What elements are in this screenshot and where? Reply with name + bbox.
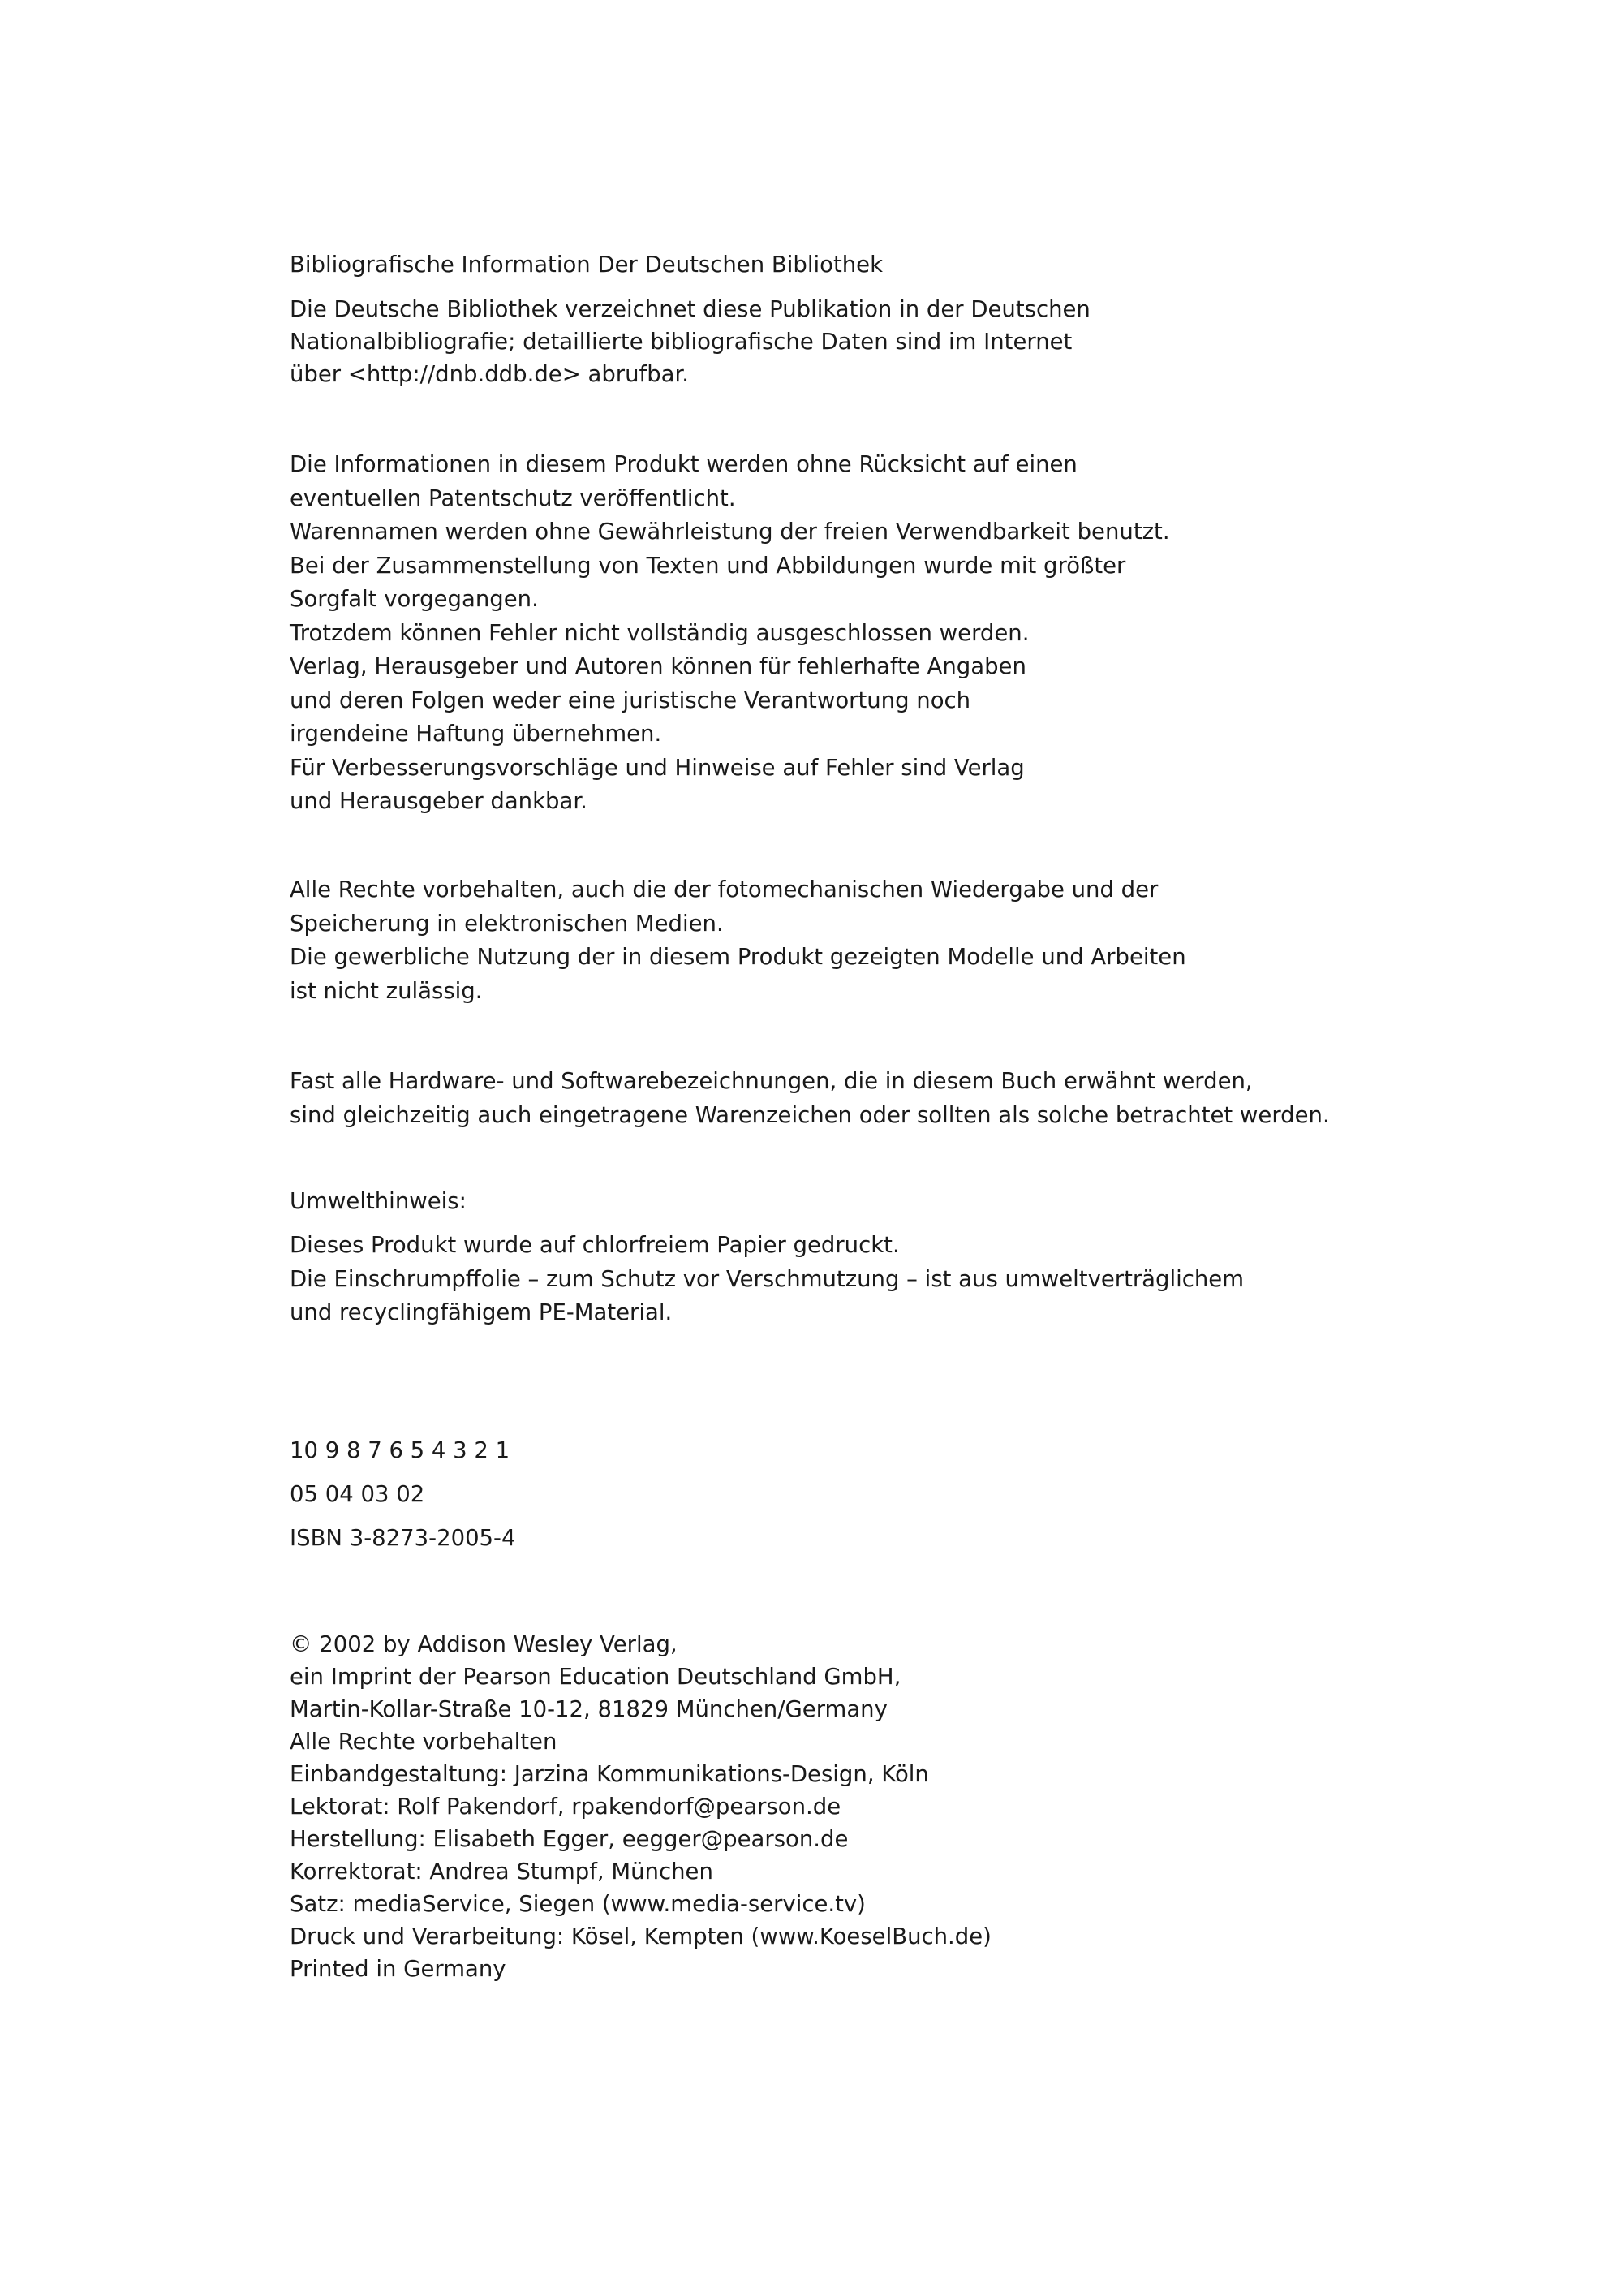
bibliographic-section bbox=[290, 248, 1426, 282]
imprint-line: Korrektorat: Andrea Stumpf, München bbox=[290, 1859, 713, 1885]
bibliographic-line: Nationalbibliografie; detaillierte bibliografische Daten sind im Internet bbox=[290, 329, 1073, 355]
printing-years: 05 04 03 02 bbox=[290, 1481, 425, 1507]
disclaimer-line: Trotzdem können Fehler nicht vollständig ausgeschlossen werden. bbox=[290, 619, 1030, 646]
printing-line: 10 9 8 7 6 5 4 3 2 1 bbox=[290, 1437, 510, 1463]
imprint-line: ein Imprint der Pearson Education Deutschland GmbH, bbox=[290, 1664, 901, 1690]
bibliographic-text bbox=[290, 293, 1426, 390]
bibliographic-line: über <http://dnb.ddb.de> abrufbar. bbox=[290, 361, 690, 387]
environment-heading: Umwelthinweis: bbox=[290, 1188, 467, 1214]
rights-line: ist nicht zulässig. bbox=[290, 977, 483, 1004]
imprint-line: Martin-Kollar-Straße 10-12, 81829 München/Germany bbox=[290, 1696, 888, 1722]
imprint-line: Satz: mediaService, Siegen (www.media-service.tv) bbox=[290, 1891, 866, 1917]
environment-line: Dieses Produkt wurde auf chlorfreiem Papier gedruckt. bbox=[290, 1232, 900, 1258]
imprint-line: Printed in Germany bbox=[290, 1956, 506, 1982]
disclaimer-line: Warennamen werden ohne Gewährleistung der freien Verwendbarkeit benutzt. bbox=[290, 519, 1170, 545]
disclaimer-line: Verlag, Herausgeber und Autoren können für fehlerhafte Angaben bbox=[290, 653, 1026, 679]
disclaimer-line: irgendeine Haftung übernehmen. bbox=[290, 721, 662, 747]
imprint-line: Alle Rechte vorbehalten bbox=[290, 1729, 557, 1755]
imprint-line: © 2002 by Addison Wesley Verlag, bbox=[290, 1631, 678, 1657]
environment-line: Die Einschrumpffolie – zum Schutz vor Verschmutzung – ist aus umweltverträglichem bbox=[290, 1265, 1245, 1292]
imprint-line: Einbandgestaltung: Jarzina Kommunikations-Design, Köln bbox=[290, 1761, 929, 1787]
environment-line: und recyclingfähigem PE-Material. bbox=[290, 1299, 673, 1325]
print-info-section bbox=[290, 1428, 1426, 1560]
trademarks-section bbox=[290, 1065, 1426, 1132]
environment-section bbox=[290, 1185, 1426, 1219]
rights-line: Die gewerbliche Nutzung der in diesem Produkt gezeigten Modelle und Arbeiten bbox=[290, 944, 1186, 970]
disclaimer-line: Sorgfalt vorgegangen. bbox=[290, 586, 539, 612]
disclaimer-section bbox=[290, 448, 1426, 819]
bibliographic-heading: Bibliografische Information Der Deutschen Bibliothek bbox=[290, 252, 884, 278]
imprint-line: Druck und Verarbeitung: Kösel, Kempten (www.KoeselBuch.de) bbox=[290, 1923, 992, 1949]
imprint-line: Lektorat: Rolf Pakendorf, rpakendorf@pearson.de bbox=[290, 1794, 841, 1820]
imprint-line: Herstellung: Elisabeth Egger, eegger@pearson.de bbox=[290, 1826, 849, 1852]
bibliographic-line: Die Deutsche Bibliothek verzeichnet diese Publikation in der Deutschen bbox=[290, 296, 1091, 322]
disclaimer-line: eventuellen Patentschutz veröffentlicht. bbox=[290, 485, 736, 511]
trademarks-line: Fast alle Hardware- und Softwarebezeichnungen, die in diesem Buch erwähnt werden, bbox=[290, 1068, 1253, 1094]
disclaimer-line: Bei der Zusammenstellung von Texten und Abbildungen wurde mit größter bbox=[290, 552, 1126, 579]
disclaimer-line: Die Informationen in diesem Produkt werden ohne Rücksicht auf einen bbox=[290, 451, 1078, 477]
trademarks-line: sind gleichzeitig auch eingetragene Warenzeichen oder sollten als solche betrachtet werden. bbox=[290, 1101, 1330, 1128]
isbn: ISBN 3-8273-2005-4 bbox=[290, 1525, 516, 1551]
disclaimer-line: Für Verbesserungsvorschläge und Hinweise auf Fehler sind Verlag bbox=[290, 754, 1025, 781]
environment-text bbox=[290, 1229, 1426, 1330]
imprint-section bbox=[290, 1628, 1426, 1985]
rights-section bbox=[290, 873, 1426, 1008]
rights-line: Speicherung in elektronischen Medien. bbox=[290, 910, 724, 937]
rights-line: Alle Rechte vorbehalten, auch die der fotomechanischen Wiedergabe und der bbox=[290, 877, 1159, 902]
disclaimer-line: und Herausgeber dankbar. bbox=[290, 788, 587, 814]
disclaimer-line: und deren Folgen weder eine juristische Verantwortung noch bbox=[290, 687, 971, 713]
